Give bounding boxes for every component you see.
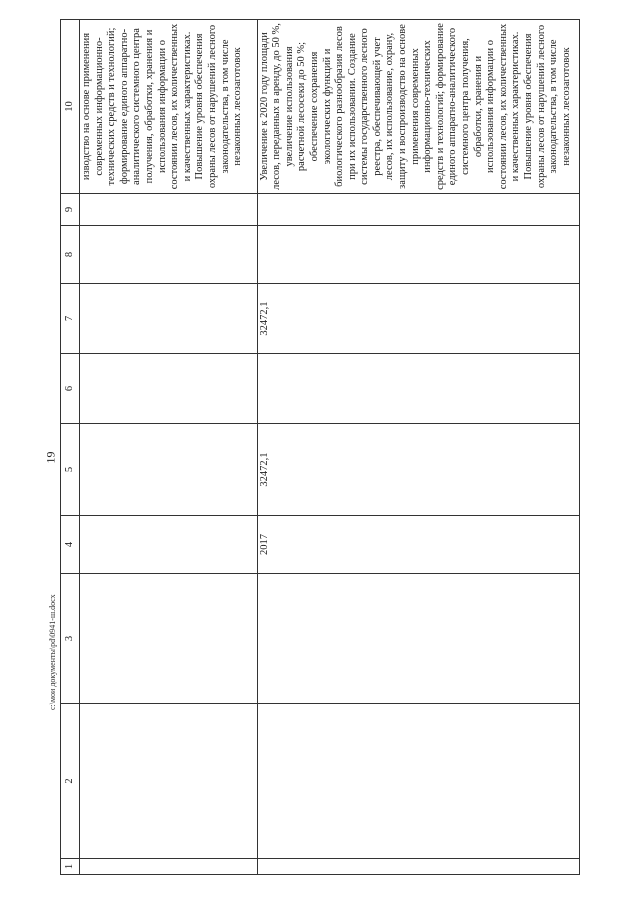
col-header-8: 8 — [61, 226, 80, 284]
table-row — [80, 20, 258, 875]
col-header-5: 5 — [61, 424, 80, 516]
cell — [257, 704, 579, 859]
header-row — [61, 20, 80, 875]
cell — [80, 194, 258, 226]
cell — [80, 226, 258, 284]
cell — [257, 354, 579, 424]
program-table — [60, 19, 580, 875]
cell — [80, 516, 258, 574]
amount-total-cell: 32472,1 — [257, 424, 579, 516]
cell — [80, 859, 258, 875]
col-header-6: 6 — [61, 354, 80, 424]
col-header-7: 7 — [61, 284, 80, 354]
file-path-footer: c:\мои документы\pd\0941-ш.docx — [48, 594, 57, 710]
col-header-3: 3 — [61, 574, 80, 704]
page-number: 19 — [43, 451, 58, 464]
col-header-9: 9 — [61, 194, 80, 226]
cell — [257, 226, 579, 284]
cell — [80, 424, 258, 516]
col-header-2: 2 — [61, 704, 80, 859]
year-cell: 2017 — [257, 516, 579, 574]
cell — [257, 194, 579, 226]
rotated-table-container — [60, 20, 580, 875]
cell — [80, 284, 258, 354]
result-text-cell: изводство на основе применения современных информационно-технических средств и технологий; формирование единого аппаратно-аналитического системного центра получения, обработки, хранения и использования информации о состоянии лесов, их количественных и качественных характеристиках. Повышение уровня обеспечения охраны лесов от нарушений лесного законодательства, в том числе незаконных лесозаготовок — [80, 20, 258, 194]
cell — [257, 859, 579, 875]
cell — [257, 574, 579, 704]
col-header-1: 1 — [61, 859, 80, 875]
col-header-4: 4 — [61, 516, 80, 574]
cell — [80, 704, 258, 859]
amount-budget-cell: 32472,1 — [257, 284, 579, 354]
table-row — [257, 20, 579, 875]
col-header-10: 10 — [61, 20, 80, 194]
cell — [80, 354, 258, 424]
result-text-cell: Увеличение к 2020 году площади лесов, переданных в аренду, до 50 %, увеличение использования расчетной лесосеки до 50 %; обеспечение сохранения экологических функций и биологического разнообразия лесов при их использовании. Создание системы государственного лесного реестра, обеспечивающей учет лесов, их использование, охрану, защиту и воспроизводство на основе применения современных информационно-технических средств и технологий; формирование единого аппаратно-аналитического системного центра получения, обработки, хранения и использования информации о состоянии лесов, их количественных и качественных характеристиках. Повышение уровня обеспечения охраны лесов от нарушений лесного законодательства, в том числе незаконных лесозаготовок — [257, 20, 579, 194]
cell — [80, 574, 258, 704]
